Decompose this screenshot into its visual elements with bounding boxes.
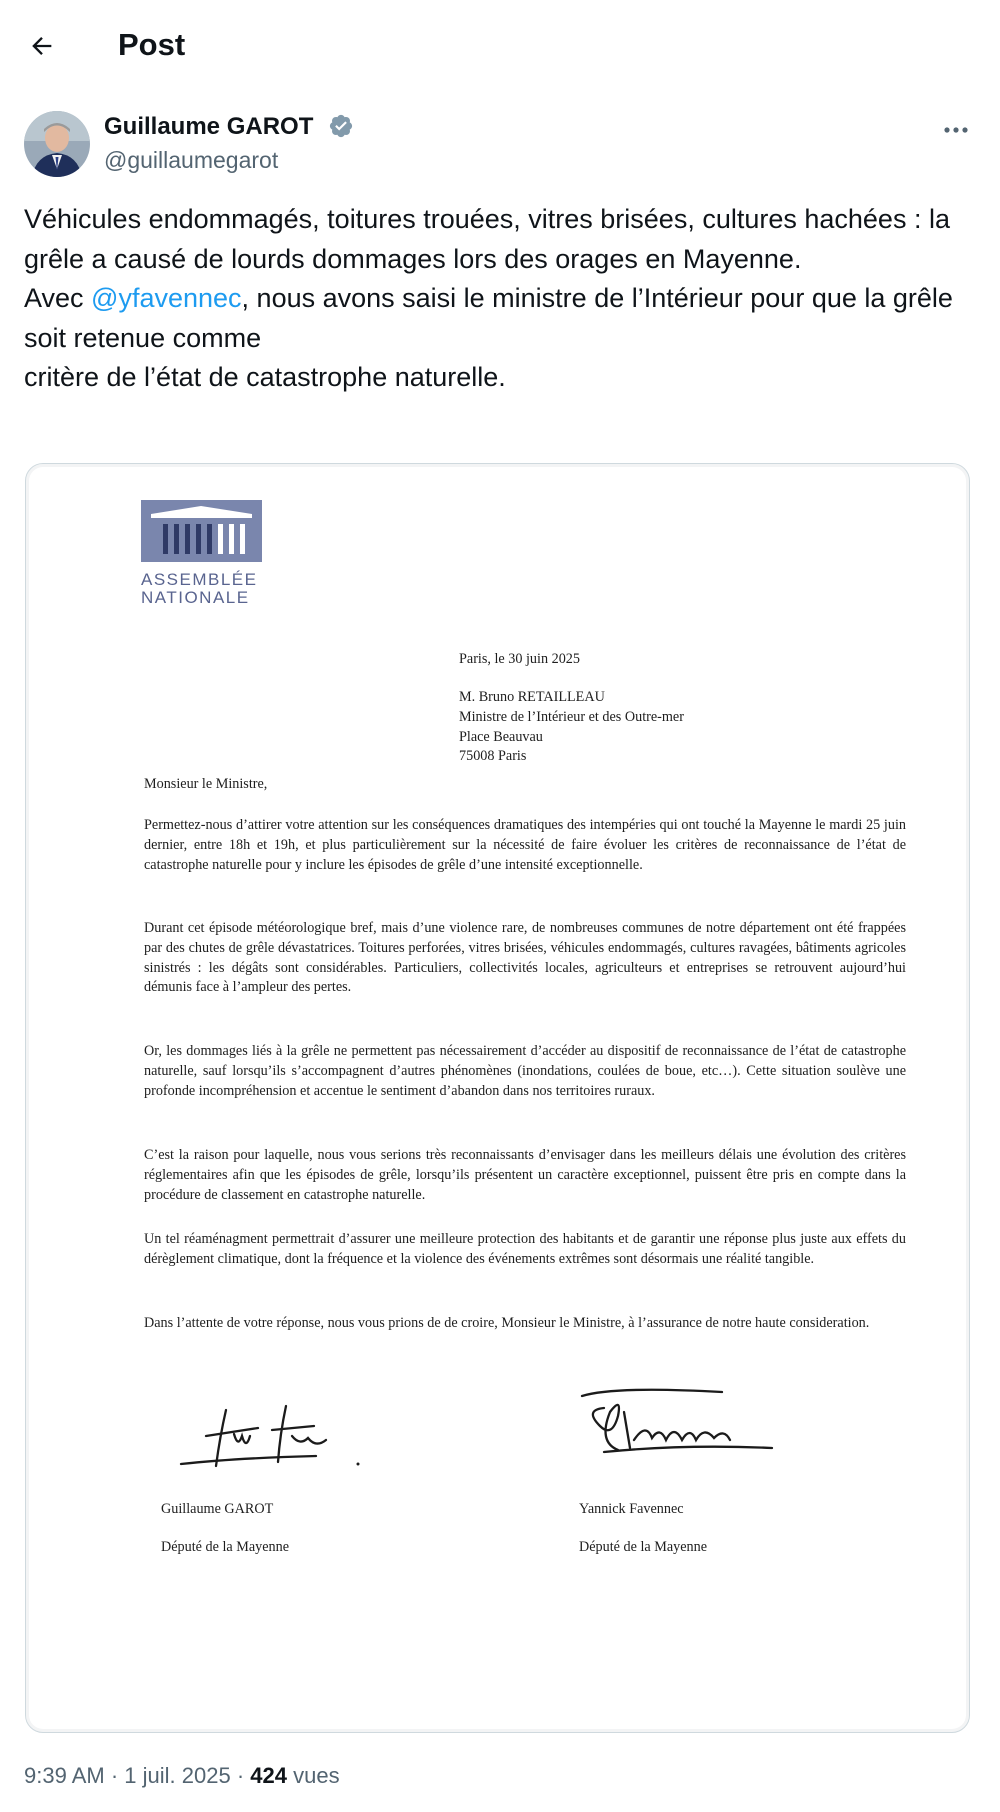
signer-name: Guillaume GAROT — [161, 1501, 274, 1517]
author-handle[interactable]: @guillaumegarot — [104, 147, 279, 173]
author-display-name[interactable]: Guillaume GAROT — [104, 113, 314, 140]
more-options-button[interactable] — [938, 115, 974, 145]
page-title: Post — [118, 27, 186, 62]
letter-paragraph: Durant cet épisode météorologique bref, mais d’une violence rare, de nombreuses communes de notre département ont été frappées par des chutes de grêle dévastatrices. Toitures perforées, vitres brisées, véhicules endommagés, cultures ravagées, bâtiments agricoles sinistrés : les dégâts sont considérables. Particuliers, collectivités locales, agriculteurs et entreprises se retrouvent aujourd’hui démunis face à l’ampleur des pertes. — [144, 920, 906, 996]
letter-date: Paris, le 30 juin 2025 — [459, 651, 580, 667]
letter-paragraph: C’est la raison pour laquelle, nous vous serions très reconnaissants d’envisager dans les meilleurs délais une évolution des critères réglementaires afin que les épisodes de grêle, lorsqu’ils présentent un caractère exceptionnel, puissent être pris en compte dans la procédure de classement en catastrophe naturelle. — [144, 1147, 906, 1203]
assemblee-nationale-logo — [141, 500, 267, 607]
post-text-line — [24, 279, 974, 358]
post-time[interactable]: 9:39 AM — [24, 1763, 105, 1788]
signer-name: Yannick Favennec — [579, 1501, 684, 1517]
signer-title: Député de la Mayenne — [579, 1539, 708, 1555]
post-author — [0, 105, 1000, 185]
logo-line: ASSEMBLÉE — [141, 570, 258, 589]
views-count: 424 — [250, 1763, 287, 1788]
recipient-line: 75008 Paris — [459, 748, 527, 765]
recipient-line: Place Beauvau — [459, 728, 543, 745]
more-horizontal-icon — [943, 126, 969, 134]
verified-badge-icon — [328, 113, 354, 139]
letter-paragraph: Permettez-nous d’attirer votre attention sur les conséquences dramatiques des intempéries qui ont touché la Mayenne le mardi 25 juin dernier, entre 18h et 19h, et plus particulièrement sur la nécessité de faire évoluer les critères de reconnaissance de l’état de catastrophe naturelle pour y inclure les épisodes de grêle d’une intensité exceptionnelle. — [144, 817, 906, 873]
post-text — [24, 200, 974, 398]
post-text-line: Véhicules endommagés, toitures trouées, vitres brisées, cultures hachées : la grêle a causé de lourds dommages lors des orages en Mayenne. — [24, 204, 950, 274]
post-date[interactable]: 1 juil. 2025 — [124, 1763, 231, 1788]
back-button[interactable] — [22, 26, 62, 66]
recipient-line: Ministre de l’Intérieur et des Outre-mer — [459, 708, 684, 725]
letter-paragraph: Or, les dommages liés à la grêle ne permettent pas nécessairement d’accéder au dispositif de reconnaissance de l’état de catastrophe naturelle, sauf lorsqu’ils s’accompagnent d’autres phénomènes (inondations, coulées de boue, etc…). Cette situation soulève une profonde incompréhension et accentue le sentiment d’abandon dans nos territoires ruraux. — [144, 1043, 906, 1099]
signature-favennec — [574, 1382, 784, 1468]
meta-separator: · — [104, 1763, 125, 1788]
avatar-image — [24, 111, 90, 177]
assemblee-building-icon — [141, 500, 262, 562]
logo-line: NATIONALE — [141, 588, 250, 607]
meta-separator: · — [230, 1763, 251, 1788]
logo-text — [141, 571, 267, 607]
post-text-line: critère de l’état de catastrophe naturelle. — [24, 362, 506, 392]
signature-garot — [176, 1396, 366, 1478]
post-meta — [24, 1763, 340, 1789]
post-text-fragment: , nous avons saisi le ministre de l’Intérieur pour que la grêle soit retenue comme — [24, 283, 953, 353]
views-label: vues — [286, 1763, 340, 1788]
avatar[interactable] — [24, 111, 90, 177]
letter-document — [26, 464, 969, 1732]
post-media-image[interactable] — [25, 463, 970, 1733]
letter-paragraph: Un tel réaménagment permettrait d’assurer une meilleure protection des habitants et de garantir une réponse plus juste aux effets du dérèglement climatique, dont la fréquence et la violence des événements extrêmes sont désormais une réalité tangible. — [144, 1231, 906, 1267]
letter-salutation: Monsieur le Ministre, — [144, 776, 268, 792]
letter-recipient-block — [459, 688, 684, 767]
top-bar — [0, 0, 1000, 94]
post-text-fragment: Avec — [24, 283, 92, 313]
recipient-line: M. Bruno RETAILLEAU — [459, 689, 605, 705]
arrow-left-icon — [28, 32, 56, 60]
signer-title: Député de la Mayenne — [161, 1539, 290, 1555]
letter-paragraph: Dans l’attente de votre réponse, nous vous prions de de croire, Monsieur le Ministre, à l’assurance de notre haute consideration. — [144, 1315, 870, 1331]
mention-link[interactable]: @yfavennec — [91, 283, 242, 313]
